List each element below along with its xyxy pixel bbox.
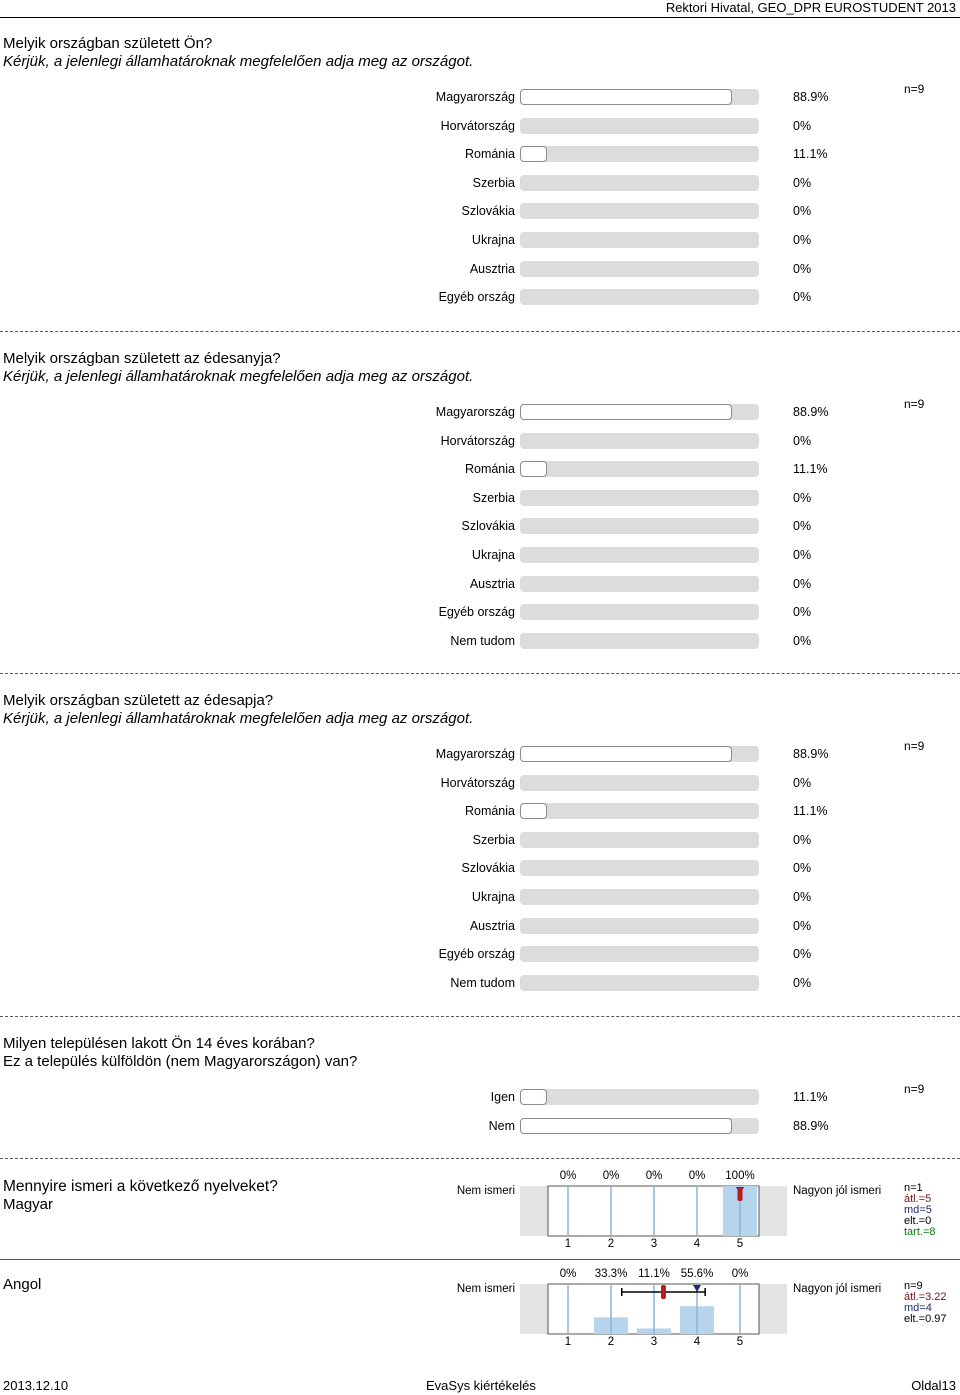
answer-percent: 0% <box>793 633 812 648</box>
answer-bar-track <box>520 146 759 162</box>
scale-right-label: Nagyon jól ismeri <box>793 1185 882 1197</box>
answer-label: Ausztria <box>469 918 515 933</box>
answer-bar-track <box>520 203 759 219</box>
scale-right-label: Nagyon jól ismeri <box>793 1283 882 1295</box>
answer-label: Ausztria <box>469 261 515 276</box>
answer-label: Magyarország <box>435 405 515 419</box>
stat-value: n=1 <box>904 1182 923 1194</box>
lang-name-1: Angol <box>3 1276 42 1293</box>
answer-row <box>0 517 960 535</box>
chart-side-panel <box>520 1186 548 1236</box>
stat-value: átl.=3.22 <box>904 1291 947 1303</box>
answer-label: Szerbia <box>472 490 515 505</box>
answer-bar-fill <box>520 746 732 762</box>
answer-label: Nem <box>488 1118 515 1133</box>
question-subtitle: Ez a település külföldön (nem Magyarországon) van? <box>3 1053 358 1070</box>
answer-percent: 11.1% <box>793 462 828 477</box>
answer-label: Magyarország <box>435 90 515 104</box>
scale-tick-label: 3 <box>650 1336 658 1348</box>
answer-bar-track <box>520 975 759 991</box>
answer-row <box>0 745 960 763</box>
answer-percent: 0% <box>793 861 812 876</box>
answer-bar-track <box>520 633 759 649</box>
section-divider <box>0 1016 960 1017</box>
answer-percent: 88.9% <box>793 405 829 419</box>
answer-label: Szlovákia <box>461 204 515 219</box>
answer-label: Szlovákia <box>461 519 515 534</box>
stat-value: md=5 <box>904 1204 932 1216</box>
answer-percent: 0% <box>793 832 812 847</box>
answer-bar-track <box>520 89 759 105</box>
answer-bar-track <box>520 404 759 420</box>
hist-percent: 11.1% <box>638 1268 670 1280</box>
answer-percent: 0% <box>793 918 812 933</box>
answer-row <box>0 403 960 421</box>
scale-tick-label: 3 <box>650 1238 658 1250</box>
answer-percent: 88.9% <box>793 747 829 761</box>
hist-percent: 0% <box>731 1268 749 1280</box>
footer-center: EvaSys kiértékelés <box>426 1378 536 1393</box>
answer-label: Nem tudom <box>450 633 515 648</box>
answer-bar-fill <box>520 404 732 420</box>
answer-bar-track <box>520 889 759 905</box>
hist-percent: 0% <box>688 1170 706 1182</box>
answer-bar-fill <box>520 461 547 477</box>
answer-bar-fill <box>520 89 732 105</box>
answer-bar-track <box>520 604 759 620</box>
hist-percent: 55.6% <box>680 1268 714 1280</box>
answer-bar-track <box>520 1118 759 1134</box>
answer-label: Románia <box>464 147 515 162</box>
section-divider <box>0 1158 960 1159</box>
mean-marker <box>738 1187 743 1201</box>
answer-label: Ukrajna <box>471 548 515 562</box>
answer-row <box>0 88 960 106</box>
answer-row <box>0 917 960 935</box>
answer-label: Szerbia <box>472 175 515 190</box>
scale-left-label: Nem ismeri <box>456 1185 515 1197</box>
answer-label: Nem tudom <box>450 975 515 990</box>
answer-bar-fill <box>520 1118 732 1134</box>
hist-percent: 0% <box>559 1268 577 1280</box>
answer-bar-track <box>520 746 759 762</box>
answer-row <box>0 888 960 906</box>
question-subtitle: Kérjük, a jelenlegi államhatároknak megfelelően adja meg az országot. <box>3 53 474 70</box>
hist-percent: 0% <box>559 1170 577 1182</box>
stat-value: átl.=5 <box>904 1193 932 1205</box>
answer-row <box>0 1088 960 1106</box>
answer-bar-track <box>520 118 759 134</box>
stat-value: elt.=0 <box>904 1215 932 1227</box>
answer-row <box>0 546 960 564</box>
answer-row <box>0 231 960 249</box>
answer-percent: 0% <box>793 947 812 962</box>
scale-tick-label: 2 <box>607 1238 615 1250</box>
answer-percent: 88.9% <box>793 90 829 104</box>
report-header-title: Rektori Hivatal, GEO_DPR EUROSTUDENT 2013 <box>665 0 956 15</box>
answer-label: Szlovákia <box>461 861 515 876</box>
answer-row <box>0 460 960 478</box>
question-n-count: n=9 <box>904 1082 925 1096</box>
hist-percent: 100% <box>725 1170 755 1182</box>
answer-row <box>0 489 960 507</box>
answer-percent: 0% <box>793 519 812 534</box>
answer-row <box>0 575 960 593</box>
footer-date: 2013.12.10 <box>3 1378 69 1393</box>
answer-percent: 0% <box>793 490 812 505</box>
question-n-count: n=9 <box>904 739 925 753</box>
answer-row <box>0 260 960 278</box>
scale-tick-label: 1 <box>564 1238 572 1250</box>
answer-percent: 0% <box>793 548 812 562</box>
chart-side-panel <box>520 1284 548 1334</box>
answer-row <box>0 145 960 163</box>
header-rule <box>0 17 960 18</box>
answer-bar-track <box>520 860 759 876</box>
answer-bar-fill <box>520 1089 547 1105</box>
answer-bar-track <box>520 832 759 848</box>
answer-bar-track <box>520 946 759 962</box>
hist-percent: 0% <box>602 1170 620 1182</box>
stat-value: md=4 <box>904 1302 932 1314</box>
answer-row <box>0 202 960 220</box>
answer-label: Románia <box>464 462 515 477</box>
answer-label: Románia <box>464 804 515 819</box>
answer-label: Egyéb ország <box>438 290 515 305</box>
answer-row <box>0 859 960 877</box>
chart-side-panel <box>759 1186 787 1236</box>
answer-row <box>0 1117 960 1135</box>
answer-label: Horvátország <box>440 118 515 133</box>
answer-percent: 0% <box>793 290 812 305</box>
answer-percent: 0% <box>793 975 812 990</box>
answer-bar-track <box>520 175 759 191</box>
answer-label: Horvátország <box>440 433 515 448</box>
median-marker <box>693 1285 701 1292</box>
answer-label: Horvátország <box>440 775 515 790</box>
answer-row <box>0 974 960 992</box>
answer-row <box>0 632 960 650</box>
answer-percent: 0% <box>793 118 812 133</box>
answer-row <box>0 432 960 450</box>
section-divider <box>0 673 960 674</box>
hist-percent: 33.3% <box>594 1268 628 1280</box>
lang-name-0: Magyar <box>3 1196 54 1213</box>
answer-bar-track <box>520 1089 759 1105</box>
answer-percent: 0% <box>793 890 812 904</box>
question-title: Melyik országban született Ön? <box>3 35 213 52</box>
question-2 <box>3 692 473 728</box>
answer-row <box>0 774 960 792</box>
lang-angol-label <box>3 1276 41 1294</box>
footer-page: Oldal13 <box>911 1378 956 1393</box>
mean-marker <box>661 1285 666 1299</box>
answer-percent: 0% <box>793 175 812 190</box>
question-title: Melyik országban született az édesapja? <box>3 692 274 709</box>
answer-bar-track <box>520 261 759 277</box>
answer-bar-track <box>520 918 759 934</box>
answer-label: Szerbia <box>472 832 515 847</box>
scale-tick-label: 5 <box>736 1336 744 1348</box>
stat-value: elt.=0.97 <box>904 1313 947 1325</box>
answer-percent: 0% <box>793 433 812 448</box>
answer-bar-fill <box>520 803 547 819</box>
stat-value: tart.=8 <box>904 1226 936 1238</box>
answer-row <box>0 831 960 849</box>
answer-percent: 0% <box>793 775 812 790</box>
answer-label: Igen <box>490 1090 515 1104</box>
answer-label: Ukrajna <box>471 233 515 247</box>
question-subtitle: Kérjük, a jelenlegi államhatároknak megfelelően adja meg az országot. <box>3 710 474 727</box>
answer-bar-track <box>520 803 759 819</box>
answer-percent: 0% <box>793 233 812 247</box>
answer-row <box>0 117 960 135</box>
answer-bar-track <box>520 232 759 248</box>
answer-bar-track <box>520 433 759 449</box>
question-subtitle: Kérjük, a jelenlegi államhatároknak megfelelően adja meg az országot. <box>3 368 474 385</box>
answer-row <box>0 288 960 306</box>
scale-tick-label: 4 <box>693 1336 701 1348</box>
answer-percent: 0% <box>793 576 812 591</box>
answer-bar-track <box>520 490 759 506</box>
question-0 <box>3 35 473 71</box>
stat-value: n=9 <box>904 1280 923 1292</box>
answer-percent: 0% <box>793 605 812 620</box>
answer-bar-fill <box>520 146 547 162</box>
answer-bar-track <box>520 289 759 305</box>
answer-percent: 88.9% <box>793 1118 829 1133</box>
answer-percent: 11.1% <box>793 147 828 162</box>
question-1 <box>3 350 473 386</box>
hist-percent: 0% <box>645 1170 663 1182</box>
answer-label: Egyéb ország <box>438 947 515 962</box>
scale-tick-label: 1 <box>564 1336 572 1348</box>
question-n-count: n=9 <box>904 397 925 411</box>
scale-tick-label: 5 <box>736 1238 744 1250</box>
scale-left-label: Nem ismeri <box>456 1283 515 1295</box>
answer-label: Magyarország <box>435 747 515 761</box>
answer-label: Egyéb ország <box>438 605 515 620</box>
language-divider <box>0 1259 960 1260</box>
answer-row <box>0 174 960 192</box>
answer-percent: 0% <box>793 261 812 276</box>
answer-row <box>0 603 960 621</box>
answer-percent: 0% <box>793 204 812 219</box>
answer-row <box>0 802 960 820</box>
lang-question <box>3 1178 278 1214</box>
answer-bar-track <box>520 775 759 791</box>
answer-percent: 11.1% <box>793 1090 828 1104</box>
answer-row <box>0 945 960 963</box>
section-divider <box>0 331 960 332</box>
question-3 <box>3 1035 357 1071</box>
answer-bar-track <box>520 461 759 477</box>
scale-tick-label: 4 <box>693 1238 701 1250</box>
chart-side-panel <box>759 1284 787 1334</box>
answer-label: Ausztria <box>469 576 515 591</box>
answer-bar-track <box>520 518 759 534</box>
answer-bar-track <box>520 547 759 563</box>
answer-bar-track <box>520 576 759 592</box>
question-title: Milyen településen lakott Ön 14 éves korában? <box>3 1035 315 1052</box>
answer-label: Ukrajna <box>471 890 515 904</box>
lang-question-title: Mennyire ismeri a következő nyelveket? <box>3 1178 278 1195</box>
question-n-count: n=9 <box>904 82 925 96</box>
question-title: Melyik országban született az édesanyja? <box>3 350 281 367</box>
answer-percent: 11.1% <box>793 804 828 819</box>
scale-tick-label: 2 <box>607 1336 615 1348</box>
